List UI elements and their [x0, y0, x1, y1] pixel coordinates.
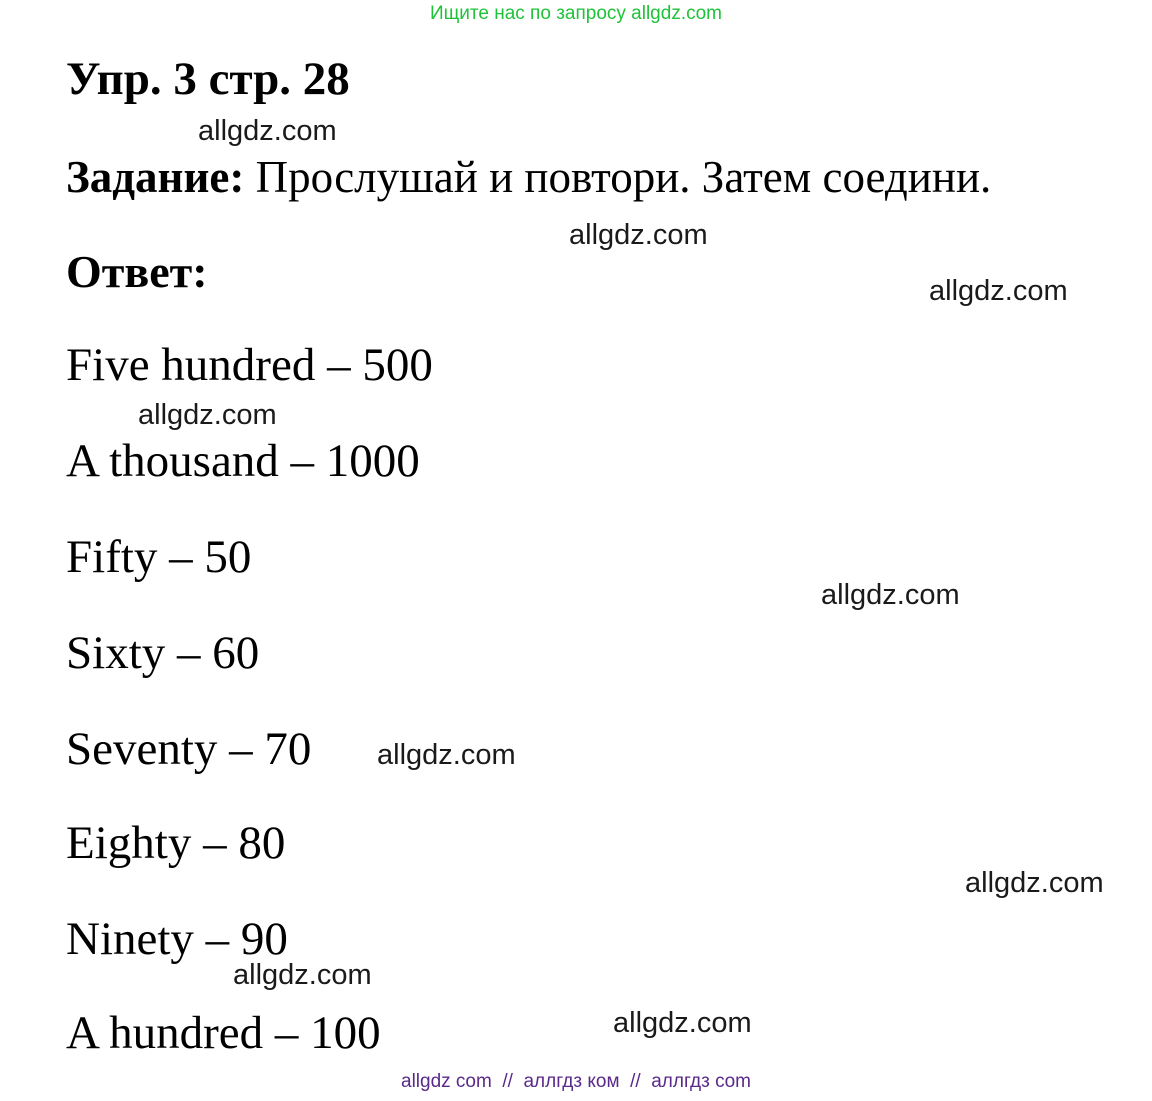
answer-line: A thousand – 1000 [66, 435, 420, 487]
answer-line: Five hundred – 500 [66, 339, 433, 391]
answer-line: Sixty – 60 [66, 627, 260, 679]
answer-line: Ninety – 90 [66, 913, 288, 965]
watermark: allgdz.com [377, 739, 516, 771]
task-line [66, 151, 991, 203]
answer-line: A hundred – 100 [66, 1007, 381, 1059]
watermark: allgdz.com [821, 579, 960, 611]
exercise-title: Упр. 3 стр. 28 [66, 53, 350, 105]
watermark: allgdz.com [138, 399, 277, 431]
watermark: allgdz.com [965, 867, 1104, 899]
task-text: Прослушай и повтори. Затем соедини. [244, 152, 992, 202]
footer-text: allgdz com // аллгдз ком // аллгдз com [401, 1071, 751, 1092]
answer-line: Fifty – 50 [66, 531, 252, 583]
top-banner-text: Ищите нас по запросу allgdz.com [429, 3, 722, 24]
answer-label: Ответ: [66, 246, 208, 297]
watermark: allgdz.com [613, 1007, 752, 1039]
watermark: allgdz.com [233, 959, 372, 991]
answer-line: Seventy – 70 [66, 723, 312, 775]
watermark: allgdz.com [569, 219, 708, 251]
watermark: allgdz.com [929, 275, 1068, 307]
answer-line: Eighty – 80 [66, 817, 286, 869]
task-label: Задание: [66, 152, 245, 202]
watermark: allgdz.com [198, 115, 337, 147]
